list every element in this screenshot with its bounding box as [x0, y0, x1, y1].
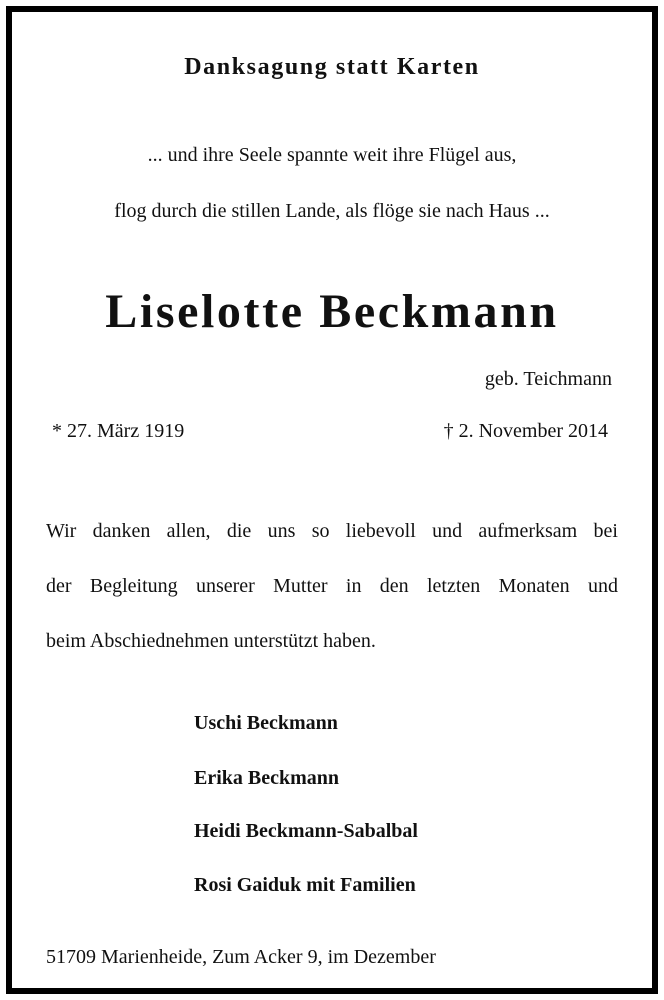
life-dates	[52, 420, 608, 443]
thanks-line-3: beim Abschiednehmen unterstützt haben.	[46, 630, 376, 652]
address-footer: 51709 Marienheide, Zum Acker 9, im Dezember	[46, 946, 436, 968]
verse-line-1: ... und ihre Seele spannte weit ihre Flügel aus,	[147, 144, 517, 166]
signer-2: Erika Beckmann	[194, 767, 340, 789]
verse-line-2: flog durch die stillen Lande, als flöge sie nach Haus ...	[114, 200, 550, 222]
signer-1: Uschi Beckmann	[194, 712, 338, 734]
deceased-name: Liselotte Beckmann	[105, 285, 559, 338]
signer-4: Rosi Gaiduk mit Familien	[194, 874, 416, 896]
signer-3: Heidi Beckmann-Sabalbal	[194, 820, 418, 842]
thanks-line-1: Wir danken allen, die uns so liebevoll und aufmerksam bei	[46, 520, 618, 542]
notice-heading: Danksagung statt Karten	[184, 54, 480, 80]
birth-name: geb. Teichmann	[484, 368, 612, 390]
death-date: † 2. November 2014	[443, 420, 608, 442]
notice-frame	[6, 6, 658, 994]
thanks-line-2: der Begleitung unserer Mutter in den letzten Monaten und	[46, 575, 618, 597]
birth-date: * 27. März 1919	[52, 420, 185, 442]
